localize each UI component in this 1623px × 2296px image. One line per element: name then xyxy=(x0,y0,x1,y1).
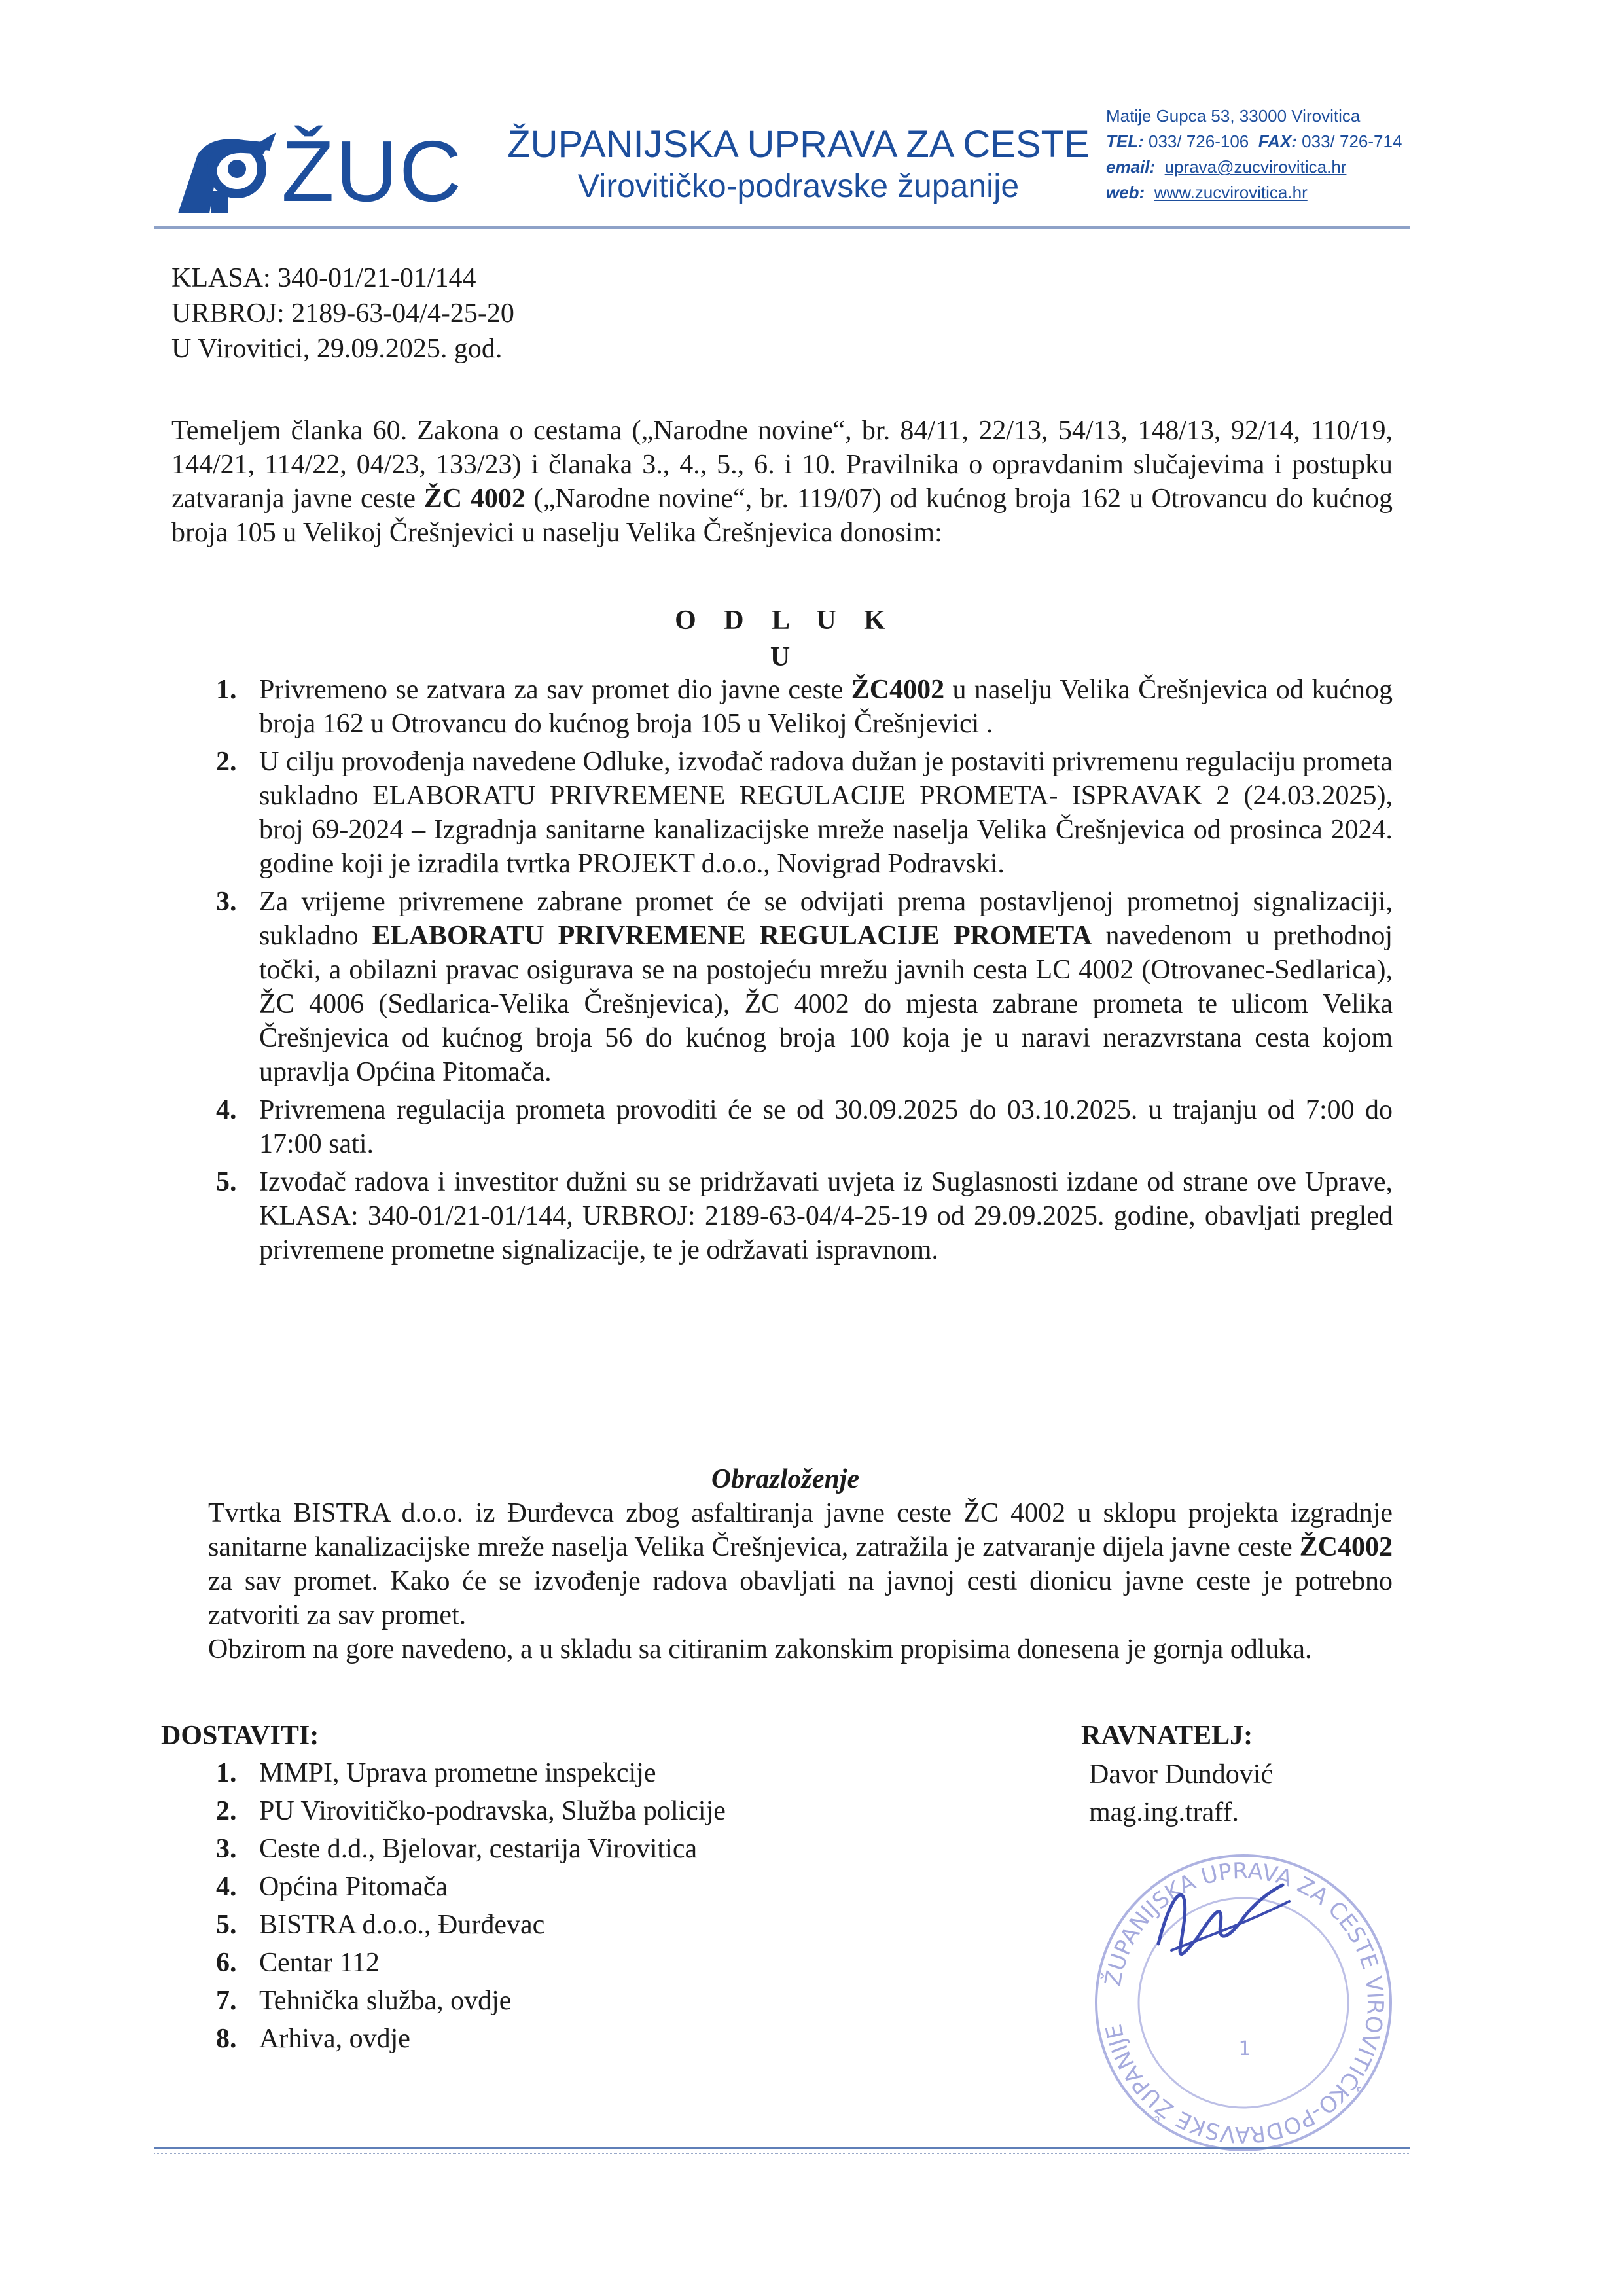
recipient-number: 8. xyxy=(216,2024,237,2054)
recipient-text: PU Virovitičko-podravska, Služba policije xyxy=(259,1796,726,1826)
signatory-title: RAVNATELJ: xyxy=(1081,1721,1253,1751)
zuc-logo xyxy=(171,123,473,220)
recipient-number: 1. xyxy=(216,1758,237,1788)
phone-fax-line xyxy=(1106,129,1499,154)
recipient-item xyxy=(196,1754,726,1792)
recipient-item xyxy=(196,1830,726,1868)
recipient-text: Općina Pitomača xyxy=(259,1872,448,1902)
item-text: u naselju Velika Črešnjevica od kućnog broja 162 u Otrovancu do kućnog broja 105 u Velikoj Črešnjevici . xyxy=(259,675,1393,739)
recipients-title: DOSTAVITI: xyxy=(161,1721,319,1751)
road-emblem-icon xyxy=(171,128,283,220)
recipients-list xyxy=(196,1754,726,2058)
place-date: U Virovitici, 29.09.2025. god. xyxy=(171,334,503,364)
item-number: 2. xyxy=(216,747,237,777)
footer-divider xyxy=(154,2147,1410,2149)
decision-item xyxy=(196,745,1393,881)
web-link[interactable]: www.zucvirovitica.hr xyxy=(1154,183,1308,202)
signatory-name: Davor Dundović xyxy=(1089,1759,1274,1789)
recipient-item xyxy=(196,1944,726,1982)
web-label: web: xyxy=(1106,183,1145,202)
reasoning-road-code: ŽC4002 xyxy=(1299,1532,1393,1562)
tel-label: TEL: xyxy=(1106,132,1144,151)
footer-divider-dotted xyxy=(154,2153,1410,2154)
recipient-text: Centar 112 xyxy=(259,1948,380,1978)
decision-title: O D L U K U xyxy=(675,605,896,672)
decision-item xyxy=(196,1093,1393,1161)
decision-items xyxy=(196,673,1393,1271)
item-number: 3. xyxy=(216,887,237,917)
organization-subtitle: Virovitičko-podravske županije xyxy=(577,168,1020,204)
email-label: email: xyxy=(1106,157,1156,177)
logo-wordmark: ŽUC xyxy=(281,123,463,219)
recipient-number: 6. xyxy=(216,1948,237,1978)
decision-item xyxy=(196,1165,1393,1267)
recipient-text: Arhiva, ovdje xyxy=(259,2024,410,2054)
official-stamp xyxy=(1073,1839,1414,2166)
item-text: Izvođač radova i investitor dužni su se pridržavati uvjeta iz Suglasnosti izdane od strane ove Uprave, KLASA: 340-01/21-01/144, URBROJ: 2189-63-04/4-25-19 od 29.09.2025. godine, obavljati pregled privremene prometne signalizacije, te je održavati ispravnom. xyxy=(259,1167,1393,1265)
signatory-degree: mag.ing.traff. xyxy=(1089,1797,1239,1827)
email-link[interactable]: uprava@zucvirovitica.hr xyxy=(1164,157,1347,177)
klasa: KLASA: 340-01/21-01/144 xyxy=(171,263,476,293)
recipient-item xyxy=(196,1906,726,1944)
reasoning-text: Tvrtka BISTRA d.o.o. iz Đurđevca zbog asfaltiranja javne ceste ŽC 4002 u sklopu projekta izgradnje sanitarne kanalizacijske mreže naselja Velika Črešnjevica, zatražila je zatvaranje dijela javne ceste xyxy=(208,1498,1393,1562)
intro-paragraph xyxy=(171,414,1393,550)
tel-value: 033/ 726-106 xyxy=(1149,132,1249,151)
svg-text:1: 1 xyxy=(1238,2037,1251,2060)
web-line xyxy=(1106,180,1499,206)
item-text: U cilju provođenja navedene Odluke, izvođač radova dužan je postaviti privremenu regulaciju prometa sukladno ELABORATU PRIVREMENE REGULACIJE PROMETA- ISPRAVAK 2 (24.03.2025), broj 69-2024 – Izgradnja sanitarne kanalizacijske mreže naselja Velika Črešnjevica od prosinca 2024. godine koji je izradila tvrtka PROJEKT d.o.o., Novigrad Podravski. xyxy=(259,747,1393,879)
recipient-item xyxy=(196,1868,726,1906)
reasoning-body xyxy=(208,1496,1393,1666)
recipient-number: 2. xyxy=(216,1796,237,1826)
item-number: 4. xyxy=(216,1095,237,1125)
email-line xyxy=(1106,154,1499,180)
recipient-number: 7. xyxy=(216,1986,237,2016)
reasoning-paragraph: Obzirom na gore navedeno, a u skladu sa citiranim zakonskim propisima donesena je gornja odluka. xyxy=(208,1634,1312,1664)
item-bold: ELABORATU PRIVREMENE REGULACIJE PROMETA xyxy=(372,921,1092,951)
header-divider xyxy=(154,226,1410,229)
reasoning-text: za sav promet. Kako će se izvođenje radova obavljati na javnoj cesti dionicu javne ceste je potrebno zatvoriti za sav promet. xyxy=(208,1566,1393,1630)
recipient-item xyxy=(196,1982,726,2020)
intro-text-2: („Narodne novine“, br. 119/07) od kućnog broja 162 u Otrovancu do kućnog broja 105 u Velikoj Črešnjevici u naselju Velika Črešnjevica donosim: xyxy=(171,484,1393,548)
recipient-text: MMPI, Uprava prometne inspekcije xyxy=(259,1758,656,1788)
recipient-number: 5. xyxy=(216,1910,237,1940)
item-number: 1. xyxy=(216,675,237,705)
recipient-item xyxy=(196,2020,726,2058)
intro-text-1: Temeljem članka 60. Zakona o cestama („Narodne novine“, br. 84/11, 22/13, 54/13, 148/13, 92/14, 110/19, 144/21, 114/22, 04/23, 133/23) i članaka 3., 4., 5., 6. i 10. Pravilnika o opravdanim slučajevima i postupku zatvaranja javne ceste xyxy=(171,416,1393,514)
item-text: Privremeno se zatvara za sav promet dio javne ceste xyxy=(259,675,851,705)
urbroj: URBROJ: 2189-63-04/4-25-20 xyxy=(171,298,514,329)
intro-road-code: ŽC 4002 xyxy=(423,484,526,514)
stamp-seal-icon xyxy=(1073,1839,1414,2166)
reasoning-paragraph xyxy=(208,1496,1393,1632)
item-text: navedenom u prethodnoj točki, a obilazni pravac osigurava se na postojeću mrežu javnih cesta LC 4002 (Otrovanec-Sedlarica), ŽC 4006 (Sedlarica-Velika Črešnjevica), ŽC 4002 do mjesta zabrane prometa te ulicom Velika Črešnjevica od kućnog broja 56 do kućnog broja 100 koja je u naravi nerazvrstana cesta kojom upravlja Općina Pitomača. xyxy=(259,921,1393,1087)
recipient-number: 4. xyxy=(216,1872,237,1902)
recipient-text: BISTRA d.o.o., Đurđevac xyxy=(259,1910,545,1940)
contact-block xyxy=(1106,103,1499,206)
document-meta xyxy=(171,260,514,367)
decision-item xyxy=(196,885,1393,1089)
recipient-text: Tehnička služba, ovdje xyxy=(259,1986,512,2016)
recipient-text: Ceste d.d., Bjelovar, cestarija Virovitica xyxy=(259,1834,698,1864)
recipient-number: 3. xyxy=(216,1834,237,1864)
fax-label: FAX: xyxy=(1258,132,1297,151)
item-text: Privremena regulacija prometa provoditi će se od 30.09.2025 do 03.10.2025. u trajanju od 7:00 do 17:00 sati. xyxy=(259,1095,1393,1159)
reasoning-title: Obrazloženje xyxy=(711,1464,860,1494)
item-number: 5. xyxy=(216,1167,237,1197)
item-bold: ŽC4002 xyxy=(851,675,945,705)
fax-value: 033/ 726-714 xyxy=(1302,132,1402,151)
organization-name: ŽUPANIJSKA UPRAVA ZA CESTE xyxy=(507,123,1090,166)
handwritten-signature xyxy=(1158,1885,1283,1954)
svg-text:ŽUPANIJSKA UPRAVA ZA CESTE VIR: ŽUPANIJSKA UPRAVA ZA CESTE VIROVITIČKO-PODRAVSKE ŽUPANIJE xyxy=(1099,1857,1389,2148)
address: Matije Gupca 53, 33000 Virovitica xyxy=(1106,106,1361,126)
item-text: Za vrijeme privremene zabrane promet će se odvijati prema postavljenoj prometnoj signalizaciji, sukladno xyxy=(259,887,1393,951)
recipient-item xyxy=(196,1792,726,1830)
decision-item xyxy=(196,673,1393,741)
